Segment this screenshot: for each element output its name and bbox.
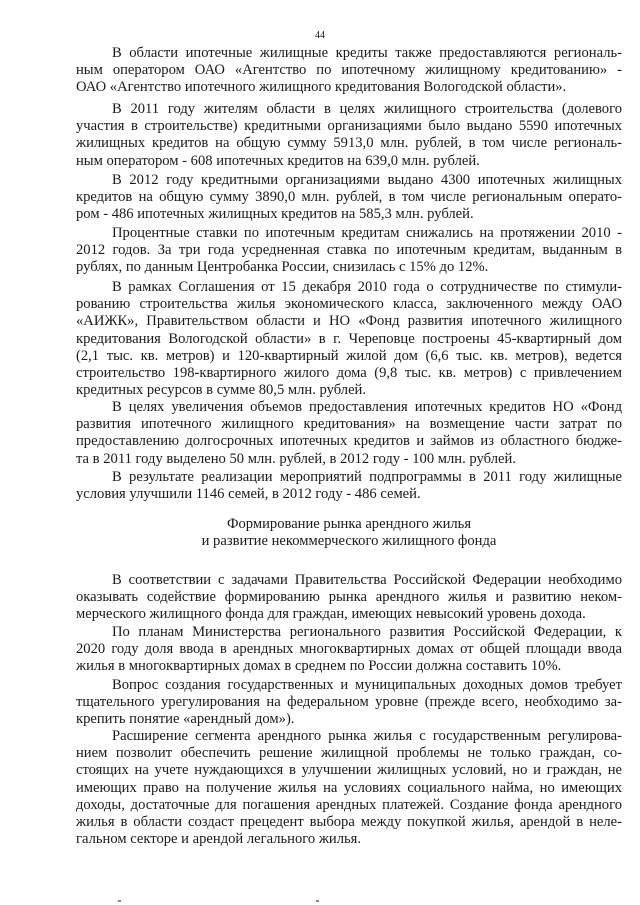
paragraph-line: жилья в области создаст прецедент выбора между покупкой жилья, арендой в неле- (76, 814, 622, 831)
scan-mark (316, 900, 319, 902)
paragraph-line: кредитования Вологодской области» в г. Череповце построены 45-квартирный дом (76, 330, 622, 347)
paragraph-line: ным оператором ОАО «Агентство по ипотечному жилищному кредитованию» - (76, 62, 622, 79)
paragraph-line: имеющих право на получение жилья на условиях социального найма, но имеющих (76, 779, 622, 796)
paragraph-line: предоставлению долгосрочных ипотечных кредитов и займов из областного бюдже- (76, 433, 622, 450)
paragraph-line: строительство 198-квартирного жилого дома (9,8 тыс. кв. метров) с привлечением (76, 365, 622, 382)
paragraph-line: жилья в многоквартирных домах в среднем по России должна составить 10%. (76, 658, 562, 675)
paragraph-line: крепить понятие «арендный дом»). (76, 711, 295, 728)
paragraph-line: В рамках Соглашения от 15 декабря 2010 года о сотрудничестве по стимули- (112, 279, 622, 295)
paragraph-line: стоящих на учете нуждающихся в улучшении жилищных условий, но и граждан, не (76, 762, 622, 779)
paragraph-line: Процентные ставки по ипотечным кредитам снижались на протяжении 2010 - (112, 225, 622, 241)
paragraph-line: В 2011 году жителям области в целях жилищного строительства (долевого (112, 101, 622, 117)
paragraph-line: кредитов на общую сумму 3890,0 млн. рублей, в том числе региональным операто- (76, 189, 622, 206)
paragraph-line: В результате реализации мероприятий подпрограммы в 2011 году жилищные (112, 469, 622, 485)
section-heading (76, 516, 622, 550)
paragraph (76, 624, 622, 676)
scan-mark (118, 900, 121, 902)
paragraph-line: В соответствии с задачами Правительства Российской Федерации необходимо (112, 572, 622, 588)
paragraph (76, 572, 622, 624)
paragraph-line: тщательного урегулирования на федеральном уровне (прежде всего, необходимо за- (76, 694, 622, 711)
paragraph-line: «АИЖК», Правительством области и НО «Фонд развития ипотечного жилищного (76, 313, 622, 330)
paragraph (76, 399, 622, 468)
paragraph-line: оказывать содействие формированию рынка арендного жилья и развитию неком- (76, 589, 622, 606)
paragraph-line: Расширение сегмента арендного рынка жилья с государственным регулирова- (112, 728, 622, 744)
paragraph-line: В области ипотечные жилищные кредиты также предоставляются региональ- (112, 45, 622, 61)
paragraph-line: условия улучшили 1146 семей, в 2012 году - 486 семей. (76, 486, 421, 503)
paragraph-line: Вопрос создания государственных и муниципальных доходных домов требует (112, 677, 622, 693)
paragraph-line: ром - 486 ипотечных жилищных кредитов на 585,3 млн. рублей. (76, 206, 474, 223)
section-heading-line-2: и развитие некоммерческого жилищного фонда (201, 533, 497, 550)
paragraph (76, 469, 622, 503)
paragraph-line: ОАО «Агентство ипотечного жилищного кредитования Вологодской области». (76, 79, 567, 96)
paragraph-line: В целях увеличения объемов предоставления ипотечных кредитов НО «Фонд (112, 399, 622, 415)
paragraph-line: развития ипотечного жилищного кредитования» на возмещение части затрат по (76, 416, 622, 433)
paragraph-line: мерческого жилищного фонда для граждан, имеющих невысокий уровень дохода. (76, 606, 586, 623)
paragraph-line: По планам Министерства регионального развития Российской Федерации, к (112, 624, 622, 640)
paragraph-line: рованию строительства жилья экономического класса, заключенного между ОАО (76, 296, 622, 313)
paragraph (76, 279, 622, 399)
paragraph-line: В 2012 году кредитными организациями выдано 4300 ипотечных жилищных (112, 172, 622, 188)
paragraph (76, 677, 622, 729)
paragraph-line: доходы, достаточные для погашения арендных платежей. Создание фонда арендного (76, 796, 622, 813)
paragraph-line: участия в строительстве) кредитными организациями было выдано 5590 ипотечных (76, 118, 622, 135)
scan-edge-marks (0, 898, 640, 905)
paragraph-line: гальном секторе и арендой легального жилья. (76, 831, 362, 848)
paragraph (76, 172, 622, 224)
paragraph-line: рублях, по данным Центробанка России, снизилась с 15% до 12%. (76, 259, 489, 276)
paragraph-line: (2,1 тыс. кв. метров) и 120-квартирный жилой дом (6,6 тыс. кв. метров), ведется (76, 347, 622, 364)
paragraph (76, 225, 622, 277)
page-number: 44 (315, 30, 325, 41)
paragraph (76, 101, 622, 170)
paragraph-line: кредитных ресурсов в сумме 80,5 млн. рублей. (76, 382, 367, 399)
paragraph-line: та в 2011 году выделено 50 млн. рублей, в 2012 году - 100 млн. рублей. (76, 450, 516, 467)
paragraph-line: 2012 годов. За три года усредненная ставка по ипотечным кредитам, выданным в (76, 242, 622, 259)
paragraph (76, 728, 622, 848)
paragraph (76, 45, 622, 97)
paragraph-line: ным оператором - 608 ипотечных кредитов на 639,0 млн. рублей. (76, 152, 480, 169)
paragraph-line: жилищных кредитов на общую сумму 5913,0 млн. рублей, в том числе региональ- (76, 135, 622, 152)
section-heading-line-1: Формирование рынка арендного жилья (226, 516, 472, 532)
paragraph-line: 2020 году доля ввода в арендных многоквартирных домах от общей площади ввода (76, 641, 622, 658)
paragraph-line: нием позволит обеспечить решение жилищной проблемы не только граждан, со- (76, 745, 622, 762)
